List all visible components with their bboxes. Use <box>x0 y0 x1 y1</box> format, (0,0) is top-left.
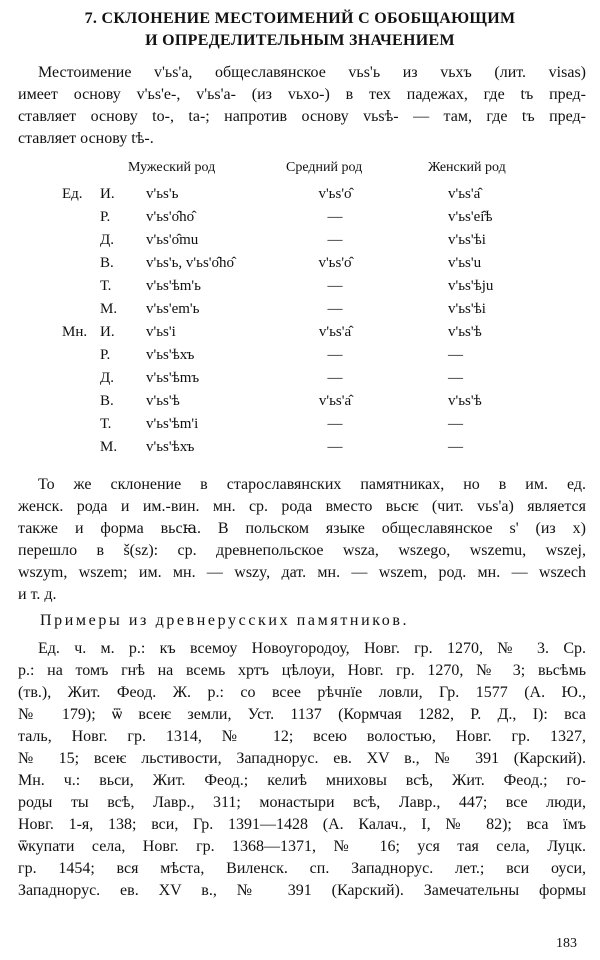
case-label: М. <box>100 439 118 455</box>
neuter-form: — <box>327 370 343 386</box>
table-row <box>0 232 600 254</box>
case-label: Д. <box>100 232 114 248</box>
masculine-form: v'ьs'о̂hо̂ <box>146 209 195 225</box>
case-label: Т. <box>100 416 112 432</box>
neuter-form: — <box>327 416 343 432</box>
neuter-form: — <box>327 232 343 248</box>
neuter-form: — <box>327 301 343 317</box>
table-row <box>0 209 600 231</box>
examples-paragraph <box>18 638 586 902</box>
masculine-form: v'ьs'о̂mu <box>146 232 199 248</box>
paragraph-line: (тв.), Жит. Феод. Ж. р.: со всее рѣчнїе ловли, Гр. 1577 (А. Ю., <box>18 684 586 701</box>
paragraph-line: Ед. ч. м. р.: къ всемоу Новоугородоу, Новг. гр. 1270, № 3. Ср. <box>38 640 586 657</box>
paragraph-line: ѿкупати села, Новг. гр. 1368—1371, № 16; уся тая села, Луцк. <box>18 838 586 855</box>
header-neuter: Средний род <box>286 160 363 175</box>
case-label: И. <box>100 186 115 202</box>
feminine-form: v'ьs'u <box>448 255 482 271</box>
feminine-form: v'ьs'ѣi <box>448 232 486 248</box>
neuter-form: v'ьs'о̂ <box>318 186 352 202</box>
masculine-form: v'ьs'ь, v'ьs'о̂hо̂ <box>146 255 235 271</box>
case-label: Р. <box>100 209 111 225</box>
table-row <box>0 186 600 208</box>
paragraph-line: Новг. 1-я, 138; вси, Гр. 1391—1428 (А. Калач., І, № 82); вса їмъ <box>18 816 586 833</box>
paragraph-line: Западнорус. ев. XV в., № 391 (Карский). Замечательны формы <box>18 882 586 899</box>
masculine-form: v'ьs'ѣ <box>146 393 180 409</box>
feminine-form: v'ьs'ѣ <box>448 393 482 409</box>
paragraph-line: роды ты всѣ, Лавр., 311; монастыри всѣ, Лавр., 447; все люди, <box>18 794 586 811</box>
case-label: В. <box>100 255 114 271</box>
intro-line: ставляет основу tѣ-. <box>18 130 154 147</box>
paragraph-line: также и форма вьсꙗ. В польском языке общеславянское s' (из х) <box>18 520 586 537</box>
paragraph-line: таль, Новг. гр. 1314, № 12; всею волостью, Новг. гр. 1327, <box>18 728 586 745</box>
table-row <box>0 301 600 323</box>
table-header-row <box>0 160 600 182</box>
neuter-form: — <box>327 439 343 455</box>
table-row <box>0 416 600 438</box>
feminine-form: — <box>448 439 463 455</box>
neuter-form: — <box>327 209 343 225</box>
masculine-form: v'ьs'ѣхъ <box>146 347 195 363</box>
header-masculine: Мужеский род <box>128 160 216 175</box>
intro-line: Местоимение v'ьs'a, общеславянское vьs'ь из vьxъ (лит. visas) <box>38 64 586 81</box>
feminine-form: — <box>448 370 463 386</box>
paragraph-line: wszym, wszem; им. мн. — wszy, дат. мн. — wszem, род. мн. — wszech <box>18 564 586 581</box>
paragraph-line: То же склонение в старославянских памятниках, но в им. ед. <box>38 476 586 493</box>
feminine-form: v'ьs'а̂ <box>448 186 481 202</box>
section-title-line-2: И ОПРЕДЕЛИТЕЛЬНЫМ ЗНАЧЕНИЕМ <box>145 32 455 49</box>
feminine-form: v'ьs'еі̂ѣ <box>448 209 493 225</box>
masculine-form: v'ьs'ѣmъ <box>146 370 200 386</box>
feminine-form: v'ьs'ѣi <box>448 301 486 317</box>
paragraph-line: и т. д. <box>18 586 57 603</box>
intro-line: имеет основу v'ьs'е-, v'ьs'a- (из vьxo-) в тех падежах, где tъ пред- <box>18 86 586 103</box>
neuter-form: — <box>327 347 343 363</box>
masculine-form: v'ьs'ѣm'ь <box>146 278 201 294</box>
table-row <box>0 278 600 300</box>
table-row <box>0 324 600 346</box>
table-row <box>0 393 600 415</box>
paragraph-line: гр. 1454; вся мѣста, Виленск. сп. Западнорус. лет.; вси оуси, <box>18 860 586 877</box>
section-title-line-1: 7. СКЛОНЕНИЕ МЕСТОИМЕНИЙ С ОБОБЩАЮЩИМ <box>84 10 516 27</box>
comparison-paragraph <box>18 474 586 606</box>
feminine-form: — <box>448 416 463 432</box>
examples-subheading: Примеры из древнерусских памятников. <box>40 612 410 629</box>
masculine-form: v'ьs'і <box>146 324 176 340</box>
neuter-form: — <box>327 278 343 294</box>
neuter-form: v'ьs'а̂ <box>318 324 352 340</box>
masculine-form: v'ьs'ь <box>146 186 179 202</box>
masculine-form: v'ьs'ѣхъ <box>146 439 195 455</box>
case-label: И. <box>100 324 115 340</box>
page-number: 183 <box>556 936 577 951</box>
table-row <box>0 255 600 277</box>
table-row <box>0 439 600 461</box>
masculine-form: v'ьs'еm'ь <box>146 301 200 317</box>
table-row <box>0 370 600 392</box>
header-feminine: Женский род <box>428 160 506 175</box>
case-label: М. <box>100 301 118 317</box>
masculine-form: v'ьs'ѣm'і <box>146 416 199 432</box>
table-row <box>0 347 600 369</box>
intro-line: ставляет основу tо-, tа-; напротив основу vьsѣ- — там, где tъ пред- <box>18 108 586 125</box>
case-label: Р. <box>100 347 111 363</box>
case-label: Д. <box>100 370 114 386</box>
feminine-form: v'ьs'ѣ <box>448 324 482 340</box>
paragraph-line: женск. рода и им.-вин. мн. ср. рода вместо вьсѥ (чит. vьs'a) является <box>18 498 586 515</box>
neuter-form: v'ьs'о̂ <box>318 255 352 271</box>
number-label: Ед. <box>62 186 83 202</box>
intro-paragraph <box>18 62 586 150</box>
case-label: Т. <box>100 278 112 294</box>
feminine-form: v'ьs'ѣju <box>448 278 494 294</box>
paragraph-line: № 15; всеѥ льстивости, Западнорус. ев. XV в., № 391 (Карский). <box>18 750 586 767</box>
neuter-form: v'ьs'а̂ <box>318 393 352 409</box>
paragraph-line: № 179); ѿ всеѥ земли, Уст. 1137 (Кормчая 1282, Р. Д., І): вса <box>18 706 586 723</box>
case-label: В. <box>100 393 114 409</box>
number-label: Мн. <box>62 324 88 340</box>
paragraph-line: р.: на томъ гнѣ на всемь хртъ цѣлоуи, Новг. гр. 1270, № 3; вьсѣмь <box>18 662 586 679</box>
paragraph-line: перешло в š(sz): ср. древнепольское wsza, wszego, wszemu, wszej, <box>18 542 586 559</box>
paragraph-line: Мн. ч.: вьси, Жит. Феод.; келиѣ мниховы всѣ, Жит. Феод.; го- <box>18 772 586 789</box>
feminine-form: — <box>448 347 463 363</box>
